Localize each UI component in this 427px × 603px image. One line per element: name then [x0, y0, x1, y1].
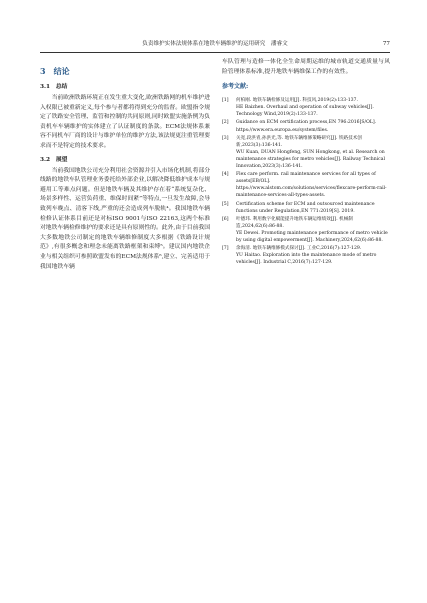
outlook-paragraph: 当前我国地铁公司充分利用社会资源并引入市场化机制,将部分线路的地铁车队管理业务委托给外部企业,以解决降低维护成本与规避用工等难点问题。但是地铁车辆及其维护存在着“系统复杂化、场景多样性、运营负荷重、维保时间紧”等特点,一旦发生故障,会导致列车晚点、清客下线,严重的还会造成列车脱轨⁴。我国地铁车辆检修认证体系目前还是对标ISO 9001与ISO 22163,这两个标准对地铁车辆检修维护的要求还是具有原则性的。此外,由于目前我国大多数地铁公司制定的地铁车辆维修制度大多根据《铁路设计规范》,有很多概念和理念未能离铁路框架和束缚⁵。建议国内地铁企业与相关组织可参照欧盟发布的ECM法规体系⁶,建立、完善适用于我国地铁车辆 [40, 167, 210, 270]
header-rule [40, 52, 390, 53]
reference-text: YE Dewei. Promoting maintenance performance of metro vehicle by using digital empowerment[J]. Machinery,2024,62(6):86-88. [236, 230, 388, 243]
reference-item [222, 216, 390, 244]
section-heading-conclusion: 3 结论 [40, 66, 70, 76]
reference-text: WU Kuan, DUAN Hongfeng, SUN Hongkong, et al. Research on maintenance strategies for metro vehicles[J]. Railway Technical Innovation,2023(3):136-141. [236, 149, 385, 170]
reference-number: [4] [222, 172, 229, 178]
reference-body [236, 216, 390, 244]
reference-text: HE Baizhen. Overhaul and operation of subway vehicles[J]. Technology Wind,2019(2):133-137. [236, 105, 374, 118]
reference-item [222, 97, 390, 118]
left-column [40, 58, 210, 272]
reference-number: [1] [222, 98, 229, 104]
reference-item [222, 171, 390, 199]
reference-number: [7] [222, 246, 229, 252]
reference-item [222, 245, 390, 266]
reference-text: YU Haitao. Exploration into the maintenance mode of metro vehicles[J]. Industrial C,2016(7):127-129. [236, 253, 377, 266]
reference-item [222, 119, 390, 133]
reference-text: Certification scheme for ECM and outsourced maintenance functions under Regulation,EN 771:2019[S]. 2019. [236, 201, 375, 214]
running-header [40, 40, 390, 52]
reference-text: 何柏刚. 地铁车辆检修及运用[J]. 科技风,2019(2):133-137. [236, 98, 358, 104]
reference-body [236, 119, 390, 133]
reference-body [236, 245, 390, 266]
subsection-heading-outlook: 3.2 展望 [40, 156, 68, 163]
reference-item [222, 135, 390, 170]
running-header-title: 负责维护实体法规体系在地铁车辆维护的运用研究 潘睿文 [142, 41, 288, 47]
outlook-paragraph-continued: 车队管理与造修一体化全生命周期运维的城市轨道交通质量与风险管理体系标准,提升地铁车辆维保工作的有效性。 [222, 59, 390, 75]
reference-text: 叶德玮. 利用数字化赋能提升地铁车辆运维绩效[J]. 机械制造,2024,62(6):86-88. [236, 216, 353, 229]
reference-number: [5] [222, 201, 229, 207]
reference-body [236, 171, 390, 199]
right-column [222, 58, 390, 267]
summary-paragraph: 当前欧洲铁路环境正在发生重大变化,欧洲铁路网的机车维护进入权限已被重新定义,每个参与者都将得到充分的监督。欧盟指令规定了铁路安全管理、监管和控制的共同原则,同时欧盟实施条例为负责机车车辆维护的实体建立了认证制度的条款。ECM法规体系兼容不同机车厂商的设计与维护单位的维护方法,该法规更注重管理要求而不是特定的技术要求。 [40, 95, 210, 149]
reference-text: Flex care perform. rail maintenance services for all types of assets[EB/OL]. https://www.alstom.com/solutions/services/flexcare-perform-rail-maintenance-services-all-types-assets. [236, 172, 387, 199]
references-heading: 参考文献: [222, 83, 249, 91]
reference-text: 关宽,段洪青,孙洪光,等. 地铁车辆维修策略研究[J]. 铁路技术创新,2023(3):136-141. [236, 135, 362, 148]
reference-number: [2] [222, 120, 229, 126]
reference-body [236, 97, 390, 118]
reference-list [222, 97, 390, 266]
reference-number: [6] [222, 216, 229, 222]
subsection-heading-summary: 3.1 总结 [40, 84, 68, 90]
reference-text: Guidance on ECM certification process,EN 796:2016[S/OL]. https://www.era.europa.eu/system/files. [236, 120, 377, 133]
page-number: 77 [382, 41, 390, 47]
reference-body [236, 135, 390, 170]
reference-text: 余海清. 地铁车辆维修模式探讨[J]. 工业C,2016(7):127-129. [236, 246, 362, 252]
reference-item [222, 201, 390, 215]
reference-body [236, 201, 390, 215]
reference-number: [3] [222, 135, 229, 141]
